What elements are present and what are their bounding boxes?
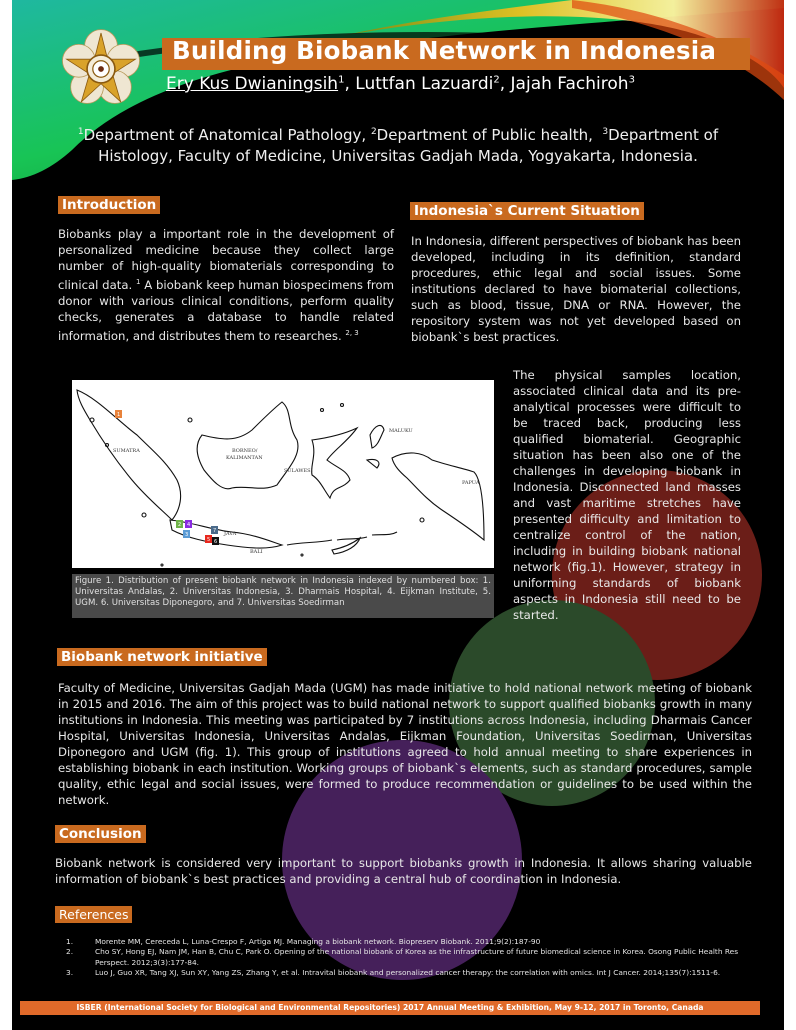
papua-island (392, 453, 484, 540)
affiliation-number: 1 (77, 127, 84, 137)
network-initiative-text: Faculty of Medicine, Universitas Gadjah Mada (UGM) has made initiative to hold national network meeting of biobank in 2015 and 2016. The aim of this project was to build national network to support qualified biobanks growth in many institutions in Indonesia. This meeting was participated by 7 institutions across Indonesia, including Dharmais Cancer Hospital, Universitas Indonesia, Universitas Andalas, Eijkman Foundation, Universitas Soedirman, Universitas Diponegoro and UGM (fig. 1). This group of institutions agreed to hold annual meeting to share experiences in establishing biobank in each institution. Working groups of biobank`s elements, such as standard procedures, sample quality, ethic legal and social issues, were formed to produce recommendation or guidelines to be used within the network. (58, 681, 752, 807)
map-label-kalimantan: KALIMANTAN (226, 455, 263, 461)
network-initiative-heading: Biobank network initiative (57, 648, 267, 666)
map-label-bali: BALI (250, 549, 263, 555)
figure-1-map (72, 380, 494, 568)
current-situation-heading: Indonesia`s Current Situation (410, 202, 644, 220)
reference-item (66, 937, 766, 947)
references-list (66, 937, 766, 978)
biobank-marker-number: 6 (214, 539, 218, 545)
maluku-islands (367, 425, 384, 468)
author-separator: , (344, 74, 356, 94)
affiliation-number: 2 (370, 127, 377, 137)
map-label-sulawesi: SULAWESI (284, 468, 313, 474)
biobank-marker-number: 3 (185, 532, 189, 538)
biobank-marker-number: 4 (187, 522, 191, 528)
map-label-java: JAVA (224, 531, 237, 537)
introduction-text-part: Biobanks play a important role in the development of personalized medicine because they collect large number of high-quality biomaterials corresponding to clinical data. (58, 227, 394, 292)
current-situation-text-continued: The physical samples location, associated clinical data and its pre-analytical processes were difficult to be traced back, producing less qualified biomaterial. Geographic situation has been also one of the challenges in developing biobank in Indonesia. Disconnected land masses and vast maritime stretches have presented difficulty and limitation to centralize control of the nation, including in building biobank national network (fig.1). However, strategy in uniforming standards of biobank aspects in Indonesia still need to be started. (513, 368, 741, 622)
map-label-borneo: BORNEO/ (232, 448, 258, 454)
citation-superscript: 2, 3 (345, 328, 359, 337)
map-label-papua: PAPUA (462, 480, 480, 486)
author-name: Ery Kus Dwianingsih (166, 74, 339, 94)
poster-title: Building Biobank Network in Indonesia (172, 36, 717, 65)
author-affiliation-number: 3 (628, 74, 635, 86)
affiliation-line-2: Histology, Faculty of Medicine, Universitas Gadjah Mada, Yogyakarta, Indonesia. (98, 147, 698, 165)
affiliation-number: 3 (602, 127, 609, 137)
reference-text: Cho SY, Hong EJ, Nam JM, Han B, Chu C, Park O. Opening of the national biobank of Korea as the infrastructure of future biomedical science in Korea. Osong Public Health Res Perspect. 2012;3(3):177-84. (95, 947, 739, 967)
introduction-text (58, 226, 394, 344)
borneo-island (197, 402, 298, 489)
biobank-marker-number: 2 (178, 522, 182, 528)
reference-number: 2. (66, 947, 74, 957)
introduction-text-part: A biobank keep human biospecimens from donor with various clinical conditions, perform quality checks, generates a database to handle related information, and distributes them to researches. (58, 277, 394, 343)
affiliation-text: Department of Public health, (376, 126, 603, 144)
author-affiliation-number: 2 (493, 74, 500, 86)
affiliation-line-1 (12, 122, 784, 146)
author-affiliation-number: 1 (338, 74, 345, 86)
affiliation-text: Department of Anatomical Pathology, (83, 126, 371, 144)
sulawesi-island (312, 428, 357, 498)
conclusion-heading: Conclusion (55, 825, 146, 843)
map-label-sumatra: SUMATRA (113, 448, 140, 454)
citation-superscript: 1 (135, 278, 141, 286)
indonesia-map (72, 380, 494, 568)
timor-island (332, 538, 360, 554)
reference-number: 1. (66, 937, 74, 946)
authors-line (166, 74, 635, 94)
conclusion-text: Biobank network is considered very important to support biobanks growth in Indonesia. It allows sharing valuable information of biobank`s best practices and providing a central hub of coordination in Indonesia. (55, 856, 752, 886)
reference-text: Luo J, Guo XR, Tang XJ, Sun XY, Yang ZS, Zhang Y, et al. Intravital biobank and personalized cancer therapy: the correlation with omics. Int J Cancer. 2014;135(7):1511-6. (95, 967, 721, 977)
author-name: Jajah Fachiroh (510, 74, 629, 94)
reference-item (66, 947, 766, 968)
reference-text: Morente MM, Cereceda L, Luna-Crespo F, Artiga MJ. Managing a biobank network. Biopreserv Biobank. 2011;9(2):187-90 (95, 937, 541, 946)
introduction-heading: Introduction (58, 196, 160, 214)
university-logo (60, 28, 142, 110)
conference-footer: ISBER (International Society for Biological and Environmental Repositories) 2017 Annual Meeting & Exhibition, May 9-12, 2017 in Toronto, Canada (20, 1001, 760, 1015)
biobank-marker-number: 5 (207, 537, 211, 543)
reference-number: 3. (66, 967, 74, 977)
current-situation-text: In Indonesia, different perspectives of biobank has been developed, including in its definition, standard procedures, ethic legal and social issues. Some institutions declared to have biomaterial collections, such as blood, tissue, DNA or RNA. However, the repository system was not yet developed based on biobank`s best practices. (411, 234, 741, 344)
biobank-marker-number: 1 (117, 412, 121, 418)
affiliation-text: Department of (608, 126, 719, 144)
author-separator: , (499, 74, 511, 94)
sumatra-island (77, 390, 181, 520)
biobank-marker-number: 7 (213, 528, 217, 534)
figure-caption: Figure 1. Distribution of present biobank network in Indonesia indexed by numbered box: 1. Universitas Andalas, 2. Universitas Indonesia, 3. Dharmais Hospital, 4. Eijkman Institute, 5. UGM. 6. Universitas Diponegoro, and 7. Universitas Soedirman (72, 574, 494, 618)
affiliations (12, 122, 784, 167)
map-label-maluku: MALUKU (389, 428, 413, 434)
author-name: Luttfan Lazuardi (355, 74, 494, 94)
poster (12, 0, 784, 1030)
references-heading: References (55, 906, 132, 923)
reference-item (66, 968, 766, 978)
